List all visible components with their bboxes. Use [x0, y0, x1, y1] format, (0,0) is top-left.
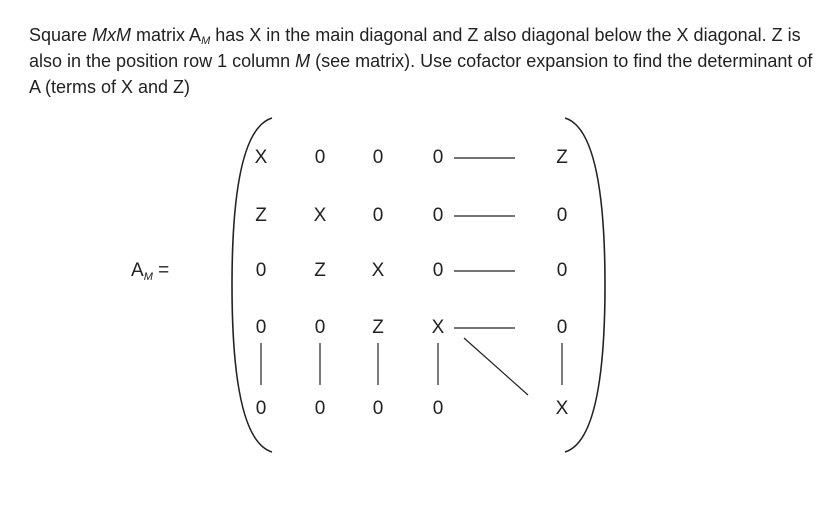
matrix-cell-r5-c4: 0 [432, 398, 444, 419]
matrix-cell-r4-c5: 0 [556, 317, 568, 338]
matrix-cell-r3-c4: 0 [432, 260, 444, 281]
matrix-cell-r1-c1: X [254, 147, 268, 168]
matrix-cell-r3-c3: X [371, 260, 385, 281]
problem-text-7: (see matrix). Use cofactor expansion to find the determinant of A (terms of X and Z) [29, 51, 813, 97]
matrix-cell-r5-c1: 0 [255, 398, 267, 419]
matrix-cell-r2-c4: 0 [432, 205, 444, 226]
matrix-cell-r1-c5: Z [556, 147, 568, 168]
problem-text-6: M [295, 51, 311, 71]
problem-subscript-m: M [201, 35, 211, 47]
problem-text-1: Square [29, 25, 93, 45]
matrix-cell-r4-c2: 0 [314, 317, 326, 338]
matrix-label-subscript: M [143, 271, 153, 283]
matrix-cell-r3-c5: 0 [556, 260, 568, 281]
matrix-cell-r1-c4: 0 [432, 147, 444, 168]
matrix-cell-r2-c3: 0 [372, 205, 384, 226]
problem-text-5: has X in the main diagonal and Z also diagonal below the X diagonal. Z is also in the position row 1 column [29, 25, 801, 71]
matrix-cell-r4-c4: X [431, 317, 445, 338]
matrix-cell-r1-c2: 0 [314, 147, 326, 168]
matrix-cell-r1-c3: 0 [372, 147, 384, 168]
matrix-cell-r5-c3: 0 [372, 398, 384, 419]
diagonal-ellipsis-line [464, 338, 528, 395]
matrix-cell-r2-c5: 0 [556, 205, 568, 226]
matrix-cell-r5-c5: X [555, 398, 569, 419]
matrix-cell-r5-c2: 0 [314, 398, 326, 419]
matrix-label-base: A [131, 260, 144, 281]
problem-text-2: MxM [92, 25, 132, 45]
matrix-cell-r3-c2: Z [314, 260, 326, 281]
matrix-cell-r2-c2: X [313, 205, 327, 226]
matrix-cell-r4-c3: Z [372, 317, 384, 338]
matrix-label-equals: = [152, 260, 170, 281]
problem-text-3: matrix A [131, 25, 202, 45]
matrix-cell-r2-c1: Z [255, 205, 267, 226]
matrix-cell-r4-c1: 0 [255, 317, 267, 338]
matrix-cell-r3-c1: 0 [255, 260, 267, 281]
